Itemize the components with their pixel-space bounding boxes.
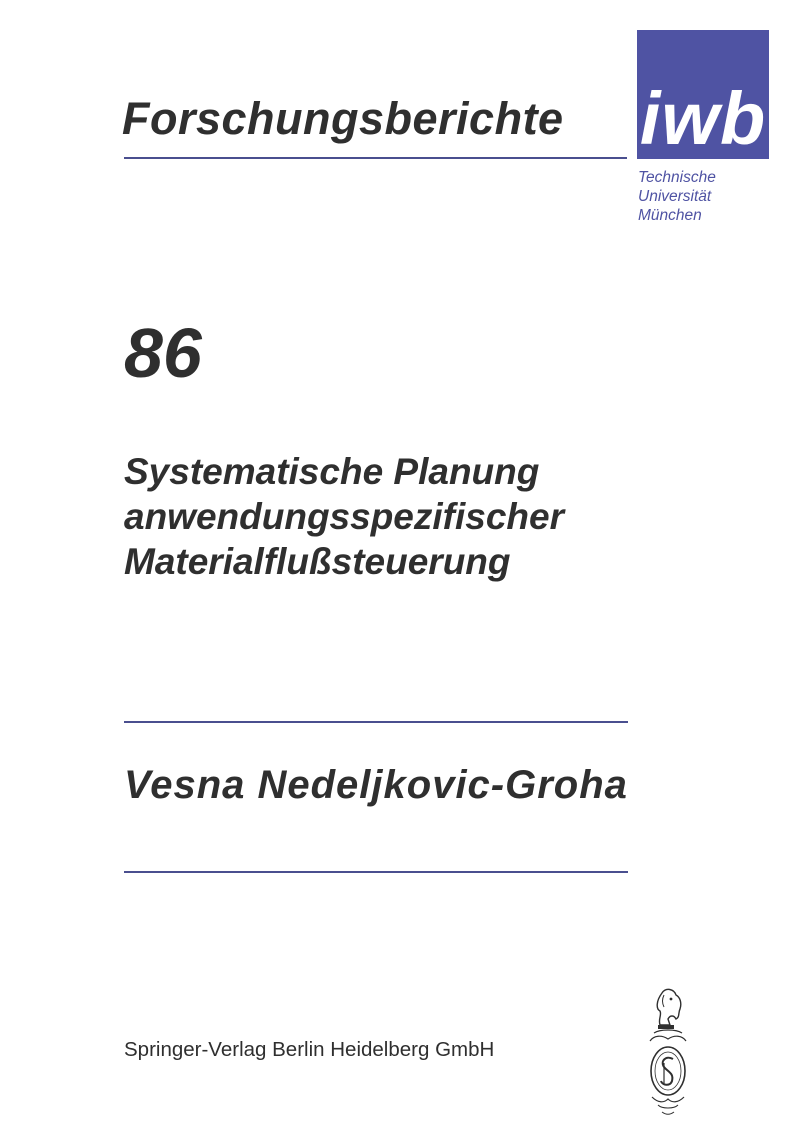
book-title: [124, 449, 564, 584]
publisher-name: Springer-Verlag Berlin Heidelberg GmbH: [124, 1038, 495, 1061]
iwb-logo-text: iwb: [639, 77, 767, 160]
book-title-line: Materialflußsteuerung: [124, 541, 511, 582]
institute-line: Universität: [638, 188, 712, 205]
iwb-logo: [637, 30, 769, 159]
book-title-line: Systematische Planung: [124, 451, 540, 492]
author-divider-bottom: [124, 871, 628, 873]
book-title-line: anwendungsspezifischer: [124, 496, 564, 537]
author-divider-top: [124, 721, 628, 723]
institute-line: München: [638, 207, 702, 224]
series-title: Forschungsberichte: [122, 93, 564, 144]
series-divider: [124, 157, 627, 159]
institute-line: Technische: [638, 169, 716, 186]
volume-number: 86: [124, 314, 202, 392]
springer-knight-icon: [640, 985, 696, 1120]
author-name: Vesna Nedeljkovic-Groha: [124, 763, 628, 807]
institute-name: [638, 168, 716, 225]
